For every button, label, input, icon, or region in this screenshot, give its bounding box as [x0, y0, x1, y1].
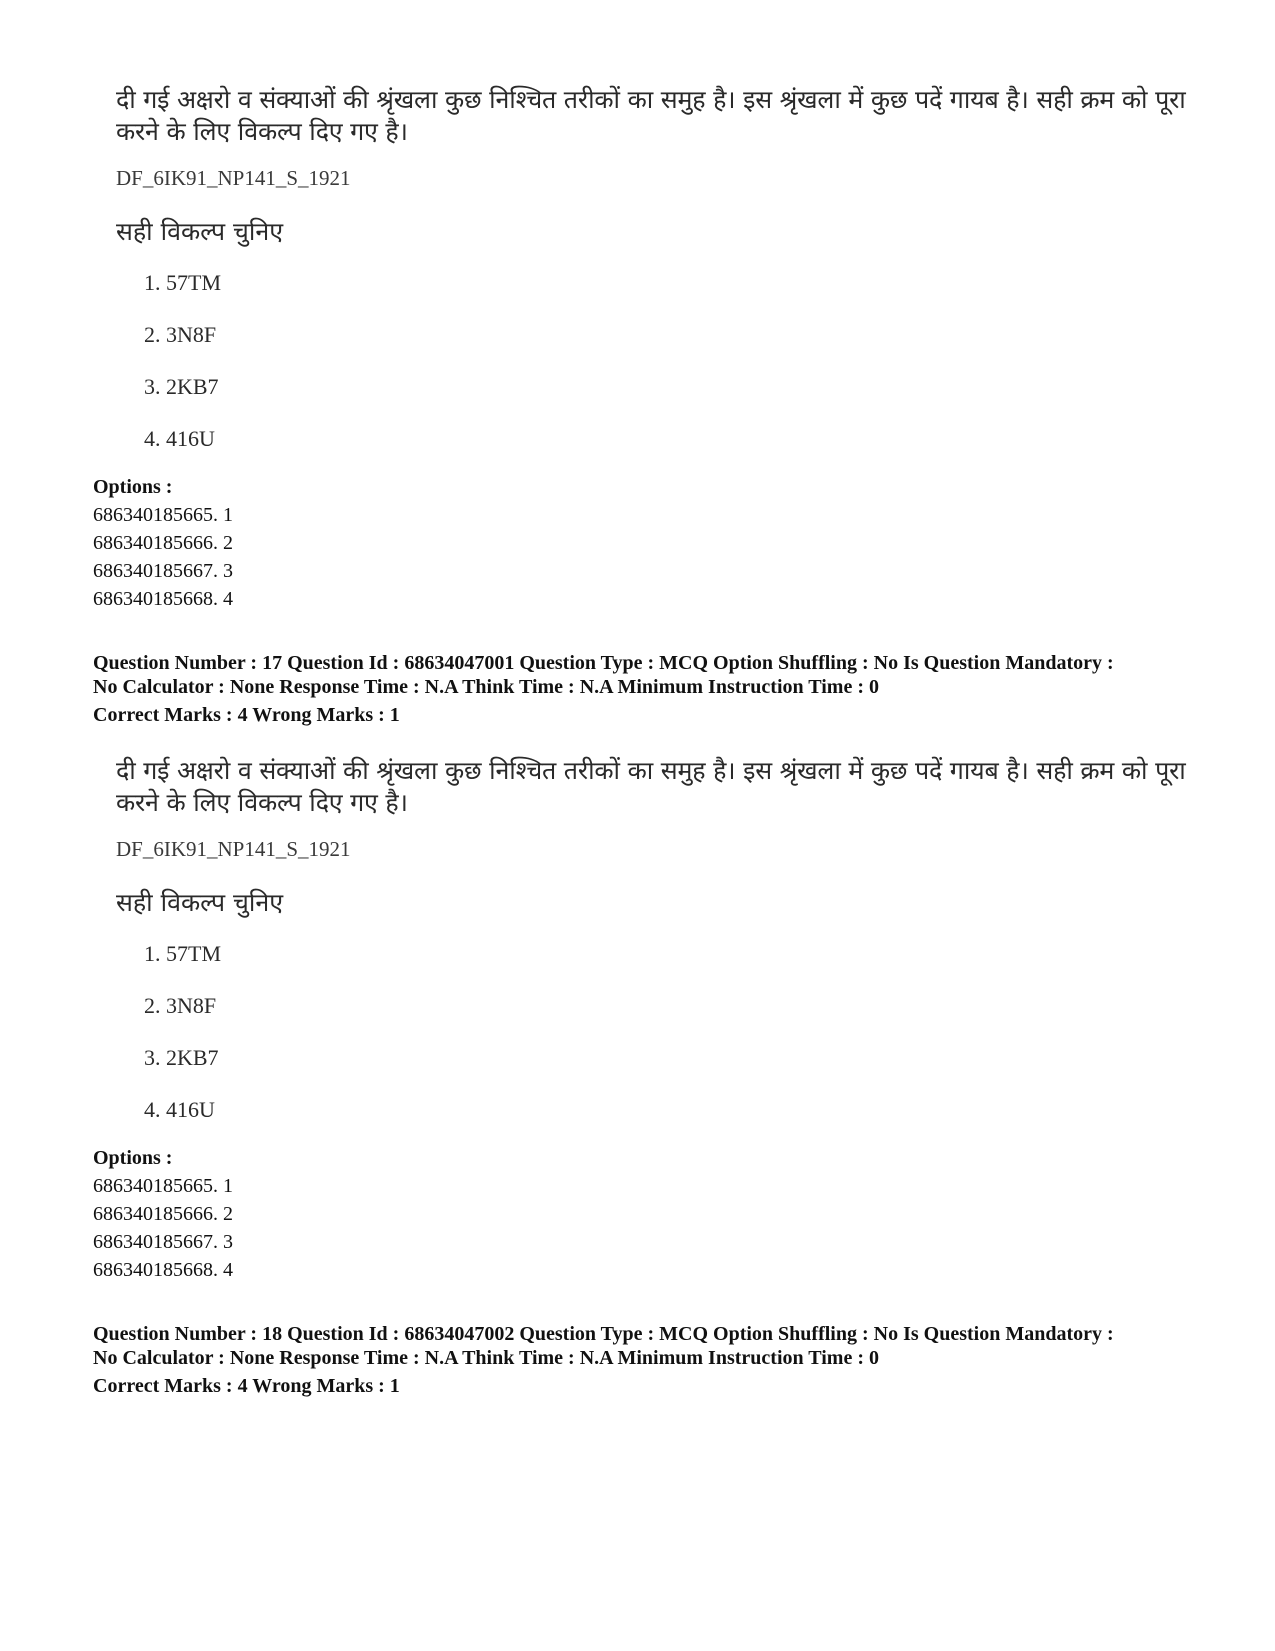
- choice-item: 3. 2KB7: [144, 374, 219, 399]
- option-item: 686340185668. 4: [93, 588, 233, 610]
- question-text: दी गई अक्षरो व संक्याओं की श्रृंखला कुछ निश्चित तरीकों का समुह है। इस श्रृंखला में कुछ पदें गायब है। सही क्रम को पूरा करने के लिए विकल्प दिए गए है।: [116, 85, 1186, 146]
- choice-item: 4. 416U: [144, 426, 215, 451]
- question-meta-18: [93, 1322, 1213, 1398]
- option-item: 686340185667. 3: [93, 1231, 233, 1253]
- options-label: Options :: [93, 1147, 173, 1169]
- question-prompt: सही विकल्प चुनिए: [116, 888, 284, 917]
- option-item: 686340185666. 2: [93, 532, 233, 554]
- question-image-2: [116, 755, 1196, 1122]
- question-meta-17: [93, 651, 1213, 727]
- option-item: 686340185667. 3: [93, 560, 233, 582]
- choice-item: 2. 3N8F: [144, 322, 217, 347]
- choice-item: 3. 2KB7: [144, 1045, 219, 1070]
- option-item: 686340185665. 1: [93, 504, 233, 526]
- choice-item: 4. 416U: [144, 1097, 215, 1122]
- meta-line-1: Question Number : 18 Question Id : 68634047002 Question Type : MCQ Option Shuffling : No Is Question Mandatory :: [93, 1323, 1114, 1345]
- options-label: Options :: [93, 476, 173, 498]
- choice-item: 1. 57TM: [144, 941, 221, 966]
- question-text: दी गई अक्षरो व संक्याओं की श्रृंखला कुछ निश्चित तरीकों का समुह है। इस श्रृंखला में कुछ पदें गायब है। सही क्रम को पूरा करने के लिए विकल्प दिए गए है।: [116, 756, 1186, 817]
- choice-item: 1. 57TM: [144, 270, 221, 295]
- option-item: 686340185668. 4: [93, 1259, 233, 1281]
- meta-line-2: No Calculator : None Response Time : N.A Think Time : N.A Minimum Instruction Time : 0: [93, 676, 879, 698]
- meta-line-3: Correct Marks : 4 Wrong Marks : 1: [93, 704, 400, 726]
- option-item: 686340185665. 1: [93, 1175, 233, 1197]
- question-code: DF_6IK91_NP141_S_1921: [116, 837, 351, 861]
- meta-line-2: No Calculator : None Response Time : N.A Think Time : N.A Minimum Instruction Time : 0: [93, 1347, 879, 1369]
- meta-line-1: Question Number : 17 Question Id : 68634047001 Question Type : MCQ Option Shuffling : No Is Question Mandatory :: [93, 652, 1114, 674]
- question-image-1: [116, 84, 1196, 451]
- question-code: DF_6IK91_NP141_S_1921: [116, 166, 351, 190]
- question-prompt: सही विकल्प चुनिए: [116, 217, 284, 246]
- choice-item: 2. 3N8F: [144, 993, 217, 1018]
- meta-line-3: Correct Marks : 4 Wrong Marks : 1: [93, 1375, 400, 1397]
- option-item: 686340185666. 2: [93, 1203, 233, 1225]
